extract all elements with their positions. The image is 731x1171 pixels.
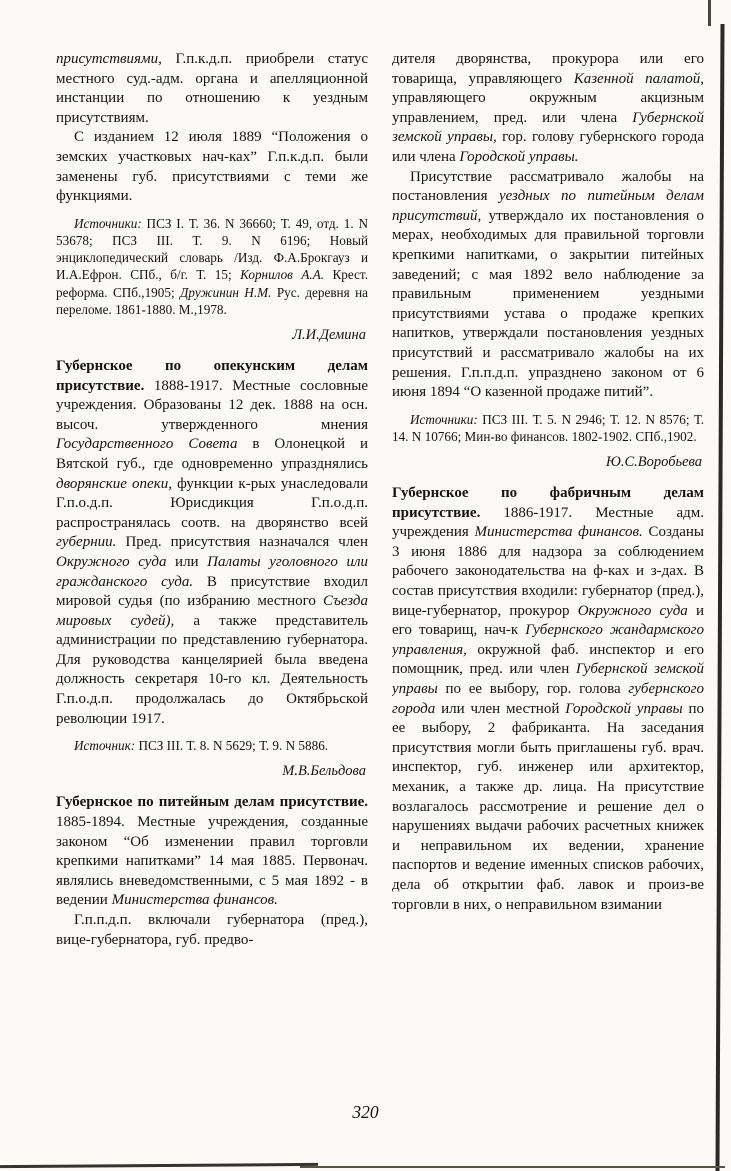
text: Пред. присутствия назначался член	[116, 534, 368, 551]
left-column	[56, 50, 368, 1104]
entry-paragraph	[56, 357, 368, 729]
text: Г.п.к.д.п. приобрели статус местного суд.-адм. органа и апелляционной инстанции по отношению к уездным присутствиям.	[56, 51, 368, 126]
italic-text: Окружного суда	[577, 602, 688, 619]
italic-text: Министерства финансов.	[474, 524, 643, 541]
italic-text: Министерства финансов.	[111, 892, 278, 909]
text: Ю.С.Воробьева	[605, 454, 702, 471]
text: по ее выбору, гор. голова	[437, 681, 629, 698]
text: 1888-1917. Местные сословные учреждения. Образованы 12 дек. 1888 на осн. высоч. утвержденного мнения	[56, 377, 368, 433]
sources-paragraph	[56, 215, 368, 318]
entry-paragraph	[392, 484, 704, 915]
text: или член местной	[435, 700, 566, 717]
text: Присутствие рассматривало жалобы на постановления	[392, 168, 704, 205]
italic-text: Съезда мировых судей),	[56, 593, 368, 629]
scan-edge-right	[715, 24, 724, 1171]
page-number: 320	[352, 1102, 379, 1122]
italic-text: Источник:	[74, 738, 136, 754]
italic-text: Казенной палатой,	[573, 70, 704, 87]
italic-text: присутствиями,	[56, 51, 162, 67]
text: Созданы 3 июня 1886 для надзора за соблюдением рабочего законодательства на ф-ках и з-дах. В состав присутствия входили: губернатор (пред.), вице-губернатор, прокурор	[392, 524, 704, 619]
paragraph	[392, 168, 704, 403]
text: функции к-рых унаследовали Г.п.о.д.п. Юрисдикция Г.п.о.д.п. распространялась соотв. на дворянство всей	[56, 475, 368, 531]
italic-text: Палаты уголовного или гражданского суда.	[56, 553, 368, 590]
italic-text: Окружного суда	[56, 553, 167, 570]
entry-title: Губернское по фабричным делам присутствие.	[392, 485, 704, 521]
text: в Олонецкой и Вятской губ., где одновременно упразднялись	[56, 436, 368, 472]
continued-paragraph	[56, 50, 368, 128]
italic-text: уездных по питейным делам присутствий,	[392, 188, 704, 224]
text: ПСЗ I. Т. 36. N 36660; Т. 49, отд. 1. N 53678; ПСЗ III. Т. 9. N 6196; Новый энциклопедический словарь /Изд. Ф.А.Брокгауз и И.А.Ефрон. СПб., б/г. Т. 15;	[56, 215, 368, 283]
scan-mark-top-right	[708, 0, 711, 26]
text: Крест. реформа. СПб.,1905;	[56, 267, 368, 300]
paragraph	[56, 128, 368, 206]
text: 1885-1894. Местные учреждения, созданные законом “Об изменении правил торговли крепкими напитками” 14 мая 1885. Первонач. являлись вневедомственными, с 5 мая 1892 - в ведении	[56, 814, 368, 909]
text: дителя дворянства, прокурора или его товарища, управляющего	[392, 51, 704, 87]
italic-text: Государственного Совета	[56, 436, 238, 453]
italic-text: Корнилов А.А.	[240, 267, 325, 283]
text: ПСЗ III. Т. 5. N 2946; Т. 12. N 8576; Т. 14. N 10766; Мин-во финансов. 1802-1902. СПб.,1902.	[392, 411, 704, 444]
italic-text: Городской управы.	[459, 148, 579, 165]
right-column	[392, 50, 704, 1104]
italic-text: Городской управы	[565, 700, 683, 717]
italic-text: Дружинин Н.М.	[180, 284, 272, 300]
text: Рус. деревня на переломе. 1861-1880. М.,1978.	[56, 284, 368, 317]
text: ПСЗ III. Т. 8. N 5629; Т. 9. N 5886.	[135, 738, 329, 754]
text: а также представитель администрации по представлению губернатора. Для руководства канцелярией была введена должность секретаря 10-го кл. Деятельность Г.п.о.д.п. продолжалась до Октябрьской революции 1917.	[56, 612, 368, 727]
italic-text: Губернской земской управы	[392, 661, 704, 698]
text: М.В.Бельдова	[282, 763, 366, 780]
author-signature	[392, 453, 702, 471]
italic-text: Губернской земской управы,	[392, 109, 704, 146]
italic-text: губернии.	[56, 534, 117, 551]
text: Л.И.Демина	[292, 326, 366, 343]
text: Г.п.п.д.п. включали губернатора (пред.), вице-губернатора, губ. предво-	[56, 912, 368, 948]
text: утверждало их постановления о мерах, необходимых для правильной торговли крепкими напитками, о закрытии питейных заведений; с мая 1892 вело наблюдение за правильным применением уездными присутствиями устава о продаже крепких напитков, утверждали постановления уездных присутствий и рассматривало жалобы на их решения. Г.п.п.д.п. упразднено законом от 6 июня 1894 “О казенной продаже питий”.	[392, 207, 704, 401]
text: окружной фаб. инспектор и его помощник, пред. или член	[392, 641, 704, 678]
italic-text: Источники:	[410, 411, 478, 427]
italic-text: дворянские опеки,	[56, 475, 172, 492]
sources-paragraph	[392, 411, 704, 445]
text-columns	[56, 50, 704, 1104]
sources-paragraph	[56, 737, 368, 754]
text: В присутствие входил мировой судья (по избранию местного	[56, 573, 368, 610]
italic-text: Источники:	[74, 215, 142, 231]
author-signature	[56, 326, 366, 344]
text: С изданием 12 июля 1889 “Положения о земских участковых нач-ках” Г.п.к.д.п. были заменены губ. присутствиями с теми же функциями.	[56, 129, 368, 205]
text: 1886-1917. Местные адм. учреждения	[392, 504, 704, 541]
scan-edge-bottom-left	[0, 1163, 318, 1168]
italic-text: Губернского жандармского управления,	[392, 622, 704, 658]
text: и его товарищ, нач-к	[392, 602, 704, 639]
text: управляющего окружным акцизным управлением, пред. или члена	[392, 90, 704, 126]
text: или	[166, 553, 208, 570]
scanned-page	[56, 50, 704, 1104]
author-signature	[56, 762, 366, 780]
entry-title: Губернское по питейным делам присутствие.	[56, 794, 368, 811]
continued-paragraph	[392, 50, 704, 168]
entry-title: Губернское по опекунским делам присутствие.	[56, 357, 368, 394]
text: по ее выбору, 2 фабриканта. На заседания присутствия могли быть приглашены губ. врач. инспектор, губ. инженер или архитектор, механик, а также др. лица. На присутствие возлагалось рассмотрение и решение дел о нарушениях выдачи рабочих расчетных книжек и неправильном их ведении, хранение паспортов и ведение именных списков рабочих, дела об открытии фаб. лавок и произ-ве торговли в них, о неправильном взимании	[392, 700, 704, 913]
italic-text: губернского города	[392, 681, 704, 717]
text: гор. голову губернского города или члена	[392, 129, 704, 165]
entry-paragraph	[56, 793, 368, 911]
scan-edge-bottom-right	[300, 1166, 725, 1168]
paragraph	[56, 911, 368, 950]
